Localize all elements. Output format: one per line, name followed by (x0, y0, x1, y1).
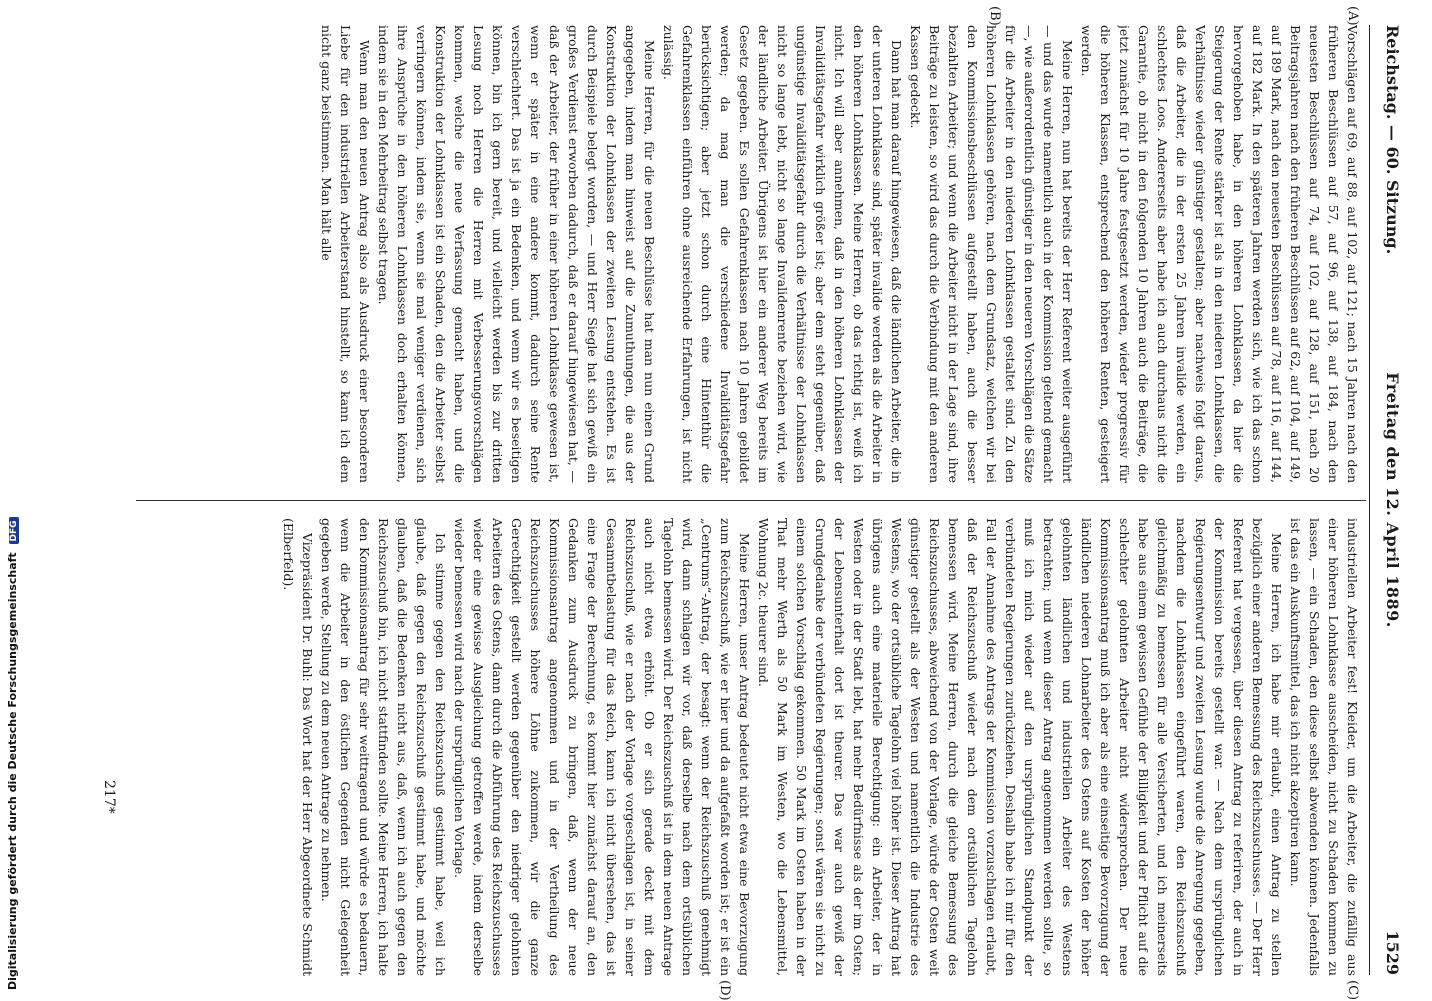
header-date: Freitag den 12. April 1889. (1383, 372, 1402, 628)
header-session: Reichstag. — 60. Sitzung. (1383, 25, 1402, 255)
paragraph: Dann hat man darauf hingewiesen, daß die ländlichen Arbeiter, die in der unteren Lohnklasse sind, später invalide werden als die Arbeiter in den höheren Lohnklassen. Meine Herren, ob das richtig ist, weiß ich nicht. Ich will aber annehmen, daß in den höheren Lohnklassen der Invaliditätsgefahr wirklich größer ist; aber dem steht gegenüber, daß ungünstige Invaliditätsgefahr durch die Verhältnisse der Lohnklassen nicht so lange lebt, nicht so lange Invalidenrente beziehen wird, wie der ländliche Arbeiter. Übrigens ist hier ein anderer Weg bereits im Gesetz gegeben. Es sollen Gefahrenklassen nach 10 Jahren gebildet werden; da mag man die verschiedene Invaliditätsgefahr berücksichtigen; aber jetzt schon durch eine Hintenthür die Gefahrenklassen einführen ohne ausreichende Erfahrungen, ist nicht zulässig. (661, 25, 904, 483)
page-number: 1529 (1383, 930, 1402, 975)
paragraph: Meine Herren, nun hat bereits der Herr Referent weiter ausgeführt — und das wurde namentlich auch in der Kommission geltend gemacht —, wie außerordentlich günstiger in den neueren Vorschlägen die Sätze für die Arbeiter in den niederen Lohnklassen gestaltet sind. Zu den höheren Lohnklassen gehören, nach dem Grundsatz, welchen wir bei den Kommissionsbeschlüssen aufgestellt haben, auch die besser bezahlten Arbeiter; und wenn die Arbeiter nicht in der Lage sind, ihre Beiträge zu leisten, so wird das durch die Verbindung mit den anderen Kassen gedeckt. (908, 25, 1075, 483)
paragraph: Meine Herren, für die neuen Beschlüsse hat man nun einen Grund angegeben, indem man hinweist auf die Zumuthungen, die aus der Konstruktion der Lohnklassen der zweiten Lesung entstehen. Es ist durch Beispiele belegt worden, — und Herr Siegle hat sich gewiß ein großes Verdienst erworben dadurch, daß er darauf hingewiesen hat, — daß der Arbeiter, der früher in einer höheren Lohnklasse gewesen ist, wenn er später in eine andere kommt, dadurch seine Rente verschlechtert. Das ist ja ein Bedenken, und wenn wir es beseitigen können, bin ich gern bereit, und vielleicht werden bis zur dritten Lesung noch Herren die Herren mit Verbesserungsvorschlägen kommen, welche die neue Verfassung gemacht haben, und die Konstruktion der Lohnklassen ist ein Schaden, den die Arbeiter selbst verringern können, indem sie, wenn sie mal weniger verdienen, sich ihre Ansprüche in den höheren Lohnklassen doch erhalten können, indem sie in den Mehrbeitrag selbst tragen. (376, 25, 657, 483)
paragraph: Meine Herren, unser Antrag bedeutet nicht etwa eine Bevorzugung zum Reichszuschuß, wie er hier und da aufgefaßt worden ist; er ist ein „Centrums“-Antrag, der besagt: wenn der Reichszuschuß genehmigt wird, dann schlagen wir vor, daß derselbe nach dem ortsüblichen Tagelohn bemessen wird. Der Reichszuschuß ist in dem neuen Antrage auch nicht etwa erhöht. Ob er sich gerade deckt mit dem Reichszuschuß, wie er nach der Vorlage vorgeschlagen ist, in seiner Gesammtbelastung für das Reich, kann ich nicht übersehen, das ist eine Frage der Berechnung, es kommt hier zunächst darauf an, den Gedanken zum Ausdruck zu bringen, daß, wenn der neue Kommissionsantrag angenommen und in der Vertheilung des Reichszuschusses höhere Löhne zukommen, wir die ganze Gerechtigkeit gestellt werden gegenüber den niedriger gelohnten Arbeitern des Ostens, dann durch die Abführung des Reichszuschusses wieder eine gewisse Ausgleichung getroffen werde, indem derselbe wieder bemessen wird nach der ursprünglichen Vorlage. (452, 518, 752, 976)
paragraph: industriellen Arbeiter fest! Kleider, um die Arbeiter, die zufällig aus einer höheren Lohnklasse ausscheiden, nicht zu Schaden kommen zu lassen, — ein Schaden, den diese selbst abwenden können. Jedenfalls ist das ein Auskunftsmittel, das ich nicht akzeptiren kann. (1288, 518, 1360, 976)
column-divider (136, 500, 1366, 501)
margin-marker-a: (A) (1345, 6, 1360, 26)
margin-marker-d: (D) (717, 980, 732, 1001)
margin-marker-b: (B) (987, 6, 1002, 26)
digitization-credit (6, 0, 24, 990)
speaker-paragraph: Vizepräsident Dr. Buhl: Das Wort hat der Herr Abgeordnete Schmidt (Elberfeld). (281, 518, 315, 976)
signature-mark: 217* (101, 780, 117, 814)
paragraph: Ich stimme gegen den Reichszuschuß gestimmt habe, weil ich glaube, daß gegen den Reichszuschuß gestimmt habe, und möchte glauben, daß die Bedenken nicht aus, daß, wenn ich auch gegen den Reichszuschuß bin, ich nicht stattfinden sollte. Meine Herren, ich halte den Kommissionsantrag für sehr weittragend und würde es bedauern, wenn die Arbeiter in den östlichen Gegenden nicht Gelegenheit gegeben werde, Stellung zu dem neuen Antrage zu nehmen. (319, 518, 448, 976)
running-header (1376, 25, 1402, 975)
left-column (142, 25, 1362, 483)
credit-text: Digitalisierung gefördert durch die Deutsche Forschungsgemeinschaft (6, 552, 19, 990)
paragraph: Wenn man den neuen Antrag also als Ausdruck einer besonderen Liebe für den industriellen Arbeiterstand hinstellt, so kann ich dem nicht ganz beistimmen. Man hält alle (319, 25, 372, 483)
right-column (142, 518, 1362, 976)
paragraph: Meine Herren, ich habe mir erlaubt, einen Antrag zu stellen bezüglich einer anderen Bemessung des Reichszuschusses. — Der Herr Referent hat vergessen, über diesen Antrag zu referiren, der auch in der Kommission bereits gestellt war. — Nach dem ursprünglichen Regierungsentwurf und zweiten Lesung wurde die Anregung gegeben, nachdem die Lohnklassen eingeführt waren, den Reichszuschuß gleichmäßig zu bemessen für alle Versicherten, und ich meinerseits habe aus einem gewissen Gefühle der Billigkeit und der Pflicht auf die schlechter gelohnten Arbeiter nicht widersprochen. Der neue Kommissionsantrag muß ich aber als eine einseitige Bevorzugung der ländlichen niederen Lohnarbeiter des Ostens auf Kosten der höher gelohnten ländlichen und industriellen Arbeiter des Westens betrachten; und wenn dieser Antrag angenommen werden sollte, so muß ich mich wieder auf den ursprünglichen Standpunkt der verbündeten Regierungen zurückziehen. Deshalb habe ich mir für den Fall der Annahme des Antrags der Kommission vorzuschlagen erlaubt, daß der Reichszuschuß wieder nach dem ortsüblichen Tagelohn bemessen wird. Meine Herren, durch die gleiche Bemessung des Reichszuschusses, abweichend von der Vorlage, würde der Osten weit günstiger gestellt als der Westen und namentlich die Industrie des Westens, wo der ortsübliche Tagelohn viel höher ist. Dieser Antrag hat übrigens auch eine materielle Berechtigung: ein Arbeiter, der in Westen oder in der Stadt lebt, hat mehr Bedürfnisse als der im Osten; der Lebensunterhalt dort ist theurer. Das war auch gewiß der Grundgedanke der verbündeten Regierungen; sonst wären sie nicht zu einem solchen Vorschlag gekommen. 50 Mark im Osten haben in der That mehr Werth als 50 Mark im Westen, wo die Lebensmittel, Wohnung 2c. theurer sind. (756, 518, 1284, 976)
margin-marker-c: (C) (1345, 980, 1360, 1001)
paragraph: Vorschlägen auf 69, auf 88, auf 102, auf 121; nach 15 Jahren nach den früheren Beschlüssen auf 57, auf 96, auf 138, auf 184, nach den neuesten Beschlüssen auf 74, auf 102, auf 128, auf 151, nach 20 Beitragsjahren nach den früheren Beschlüssen auf 62, auf 104, auf 149, auf 189 Mark, nach den neuesten Beschlüssen auf 78, auf 116, auf 144, auf 182 Mark. In den späteren Jahren werden sich, wie ich das schon hervorgehoben habe, in den höheren Lohnklassen, da hier die Steigerung der Rente stärker ist als in den niederen Lohnklassen, die Verhältnisse wieder günstiger gestalten; aber nachweis folgt daraus, daß die Arbeiter, die in der ersten 25 Jahren invalide werden, ein schlechtes Loos. Andererseits aber habe ich auch durchaus nicht die Garantie, ob nicht in den folgenden 10 Jahren auch die Beiträge, die jetzt zunächst für 10 Jahre festgesetzt werden, wieder progressiv für die höheren Klassen, entsprechend den höheren Renten, gesteigert werden. (1079, 25, 1360, 483)
dfg-logo: DFG (9, 517, 19, 544)
header-rule (1369, 25, 1370, 975)
